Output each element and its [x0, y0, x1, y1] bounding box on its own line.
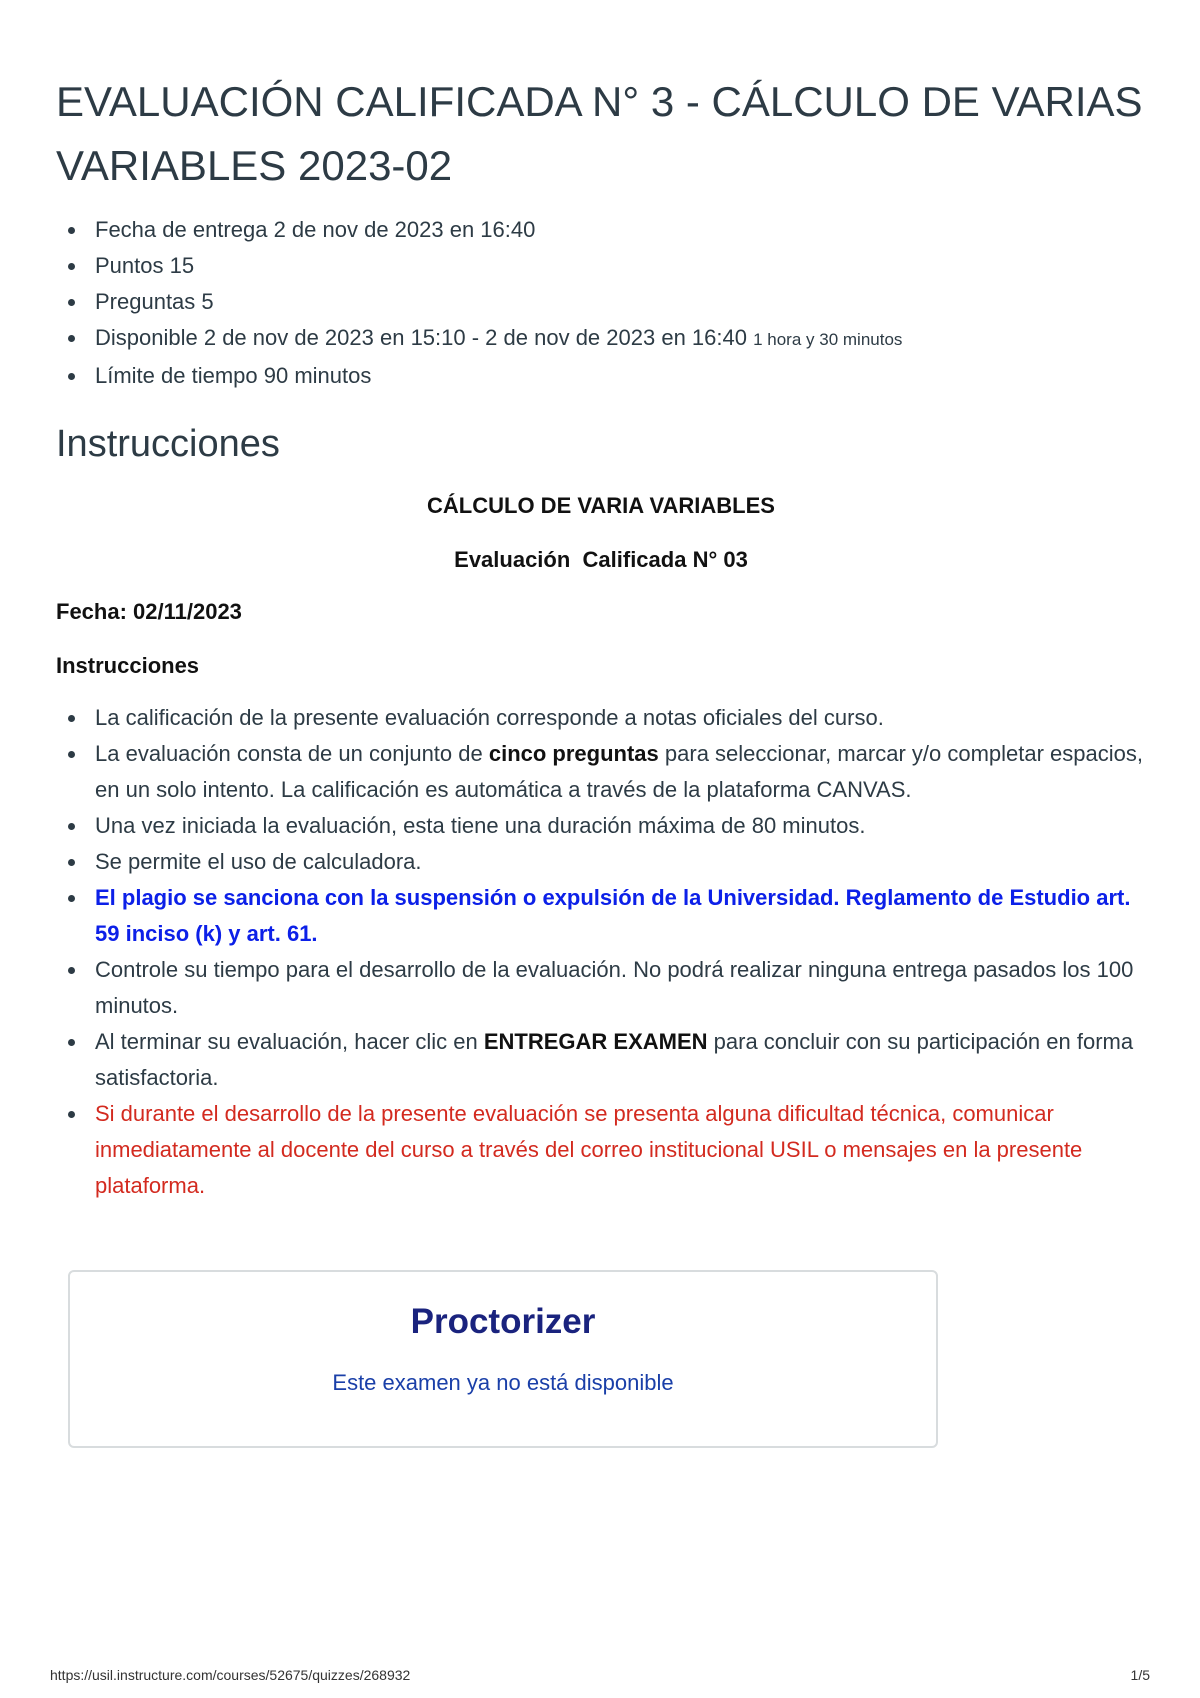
quiz-content — [56, 70, 1146, 1204]
page-number: 1/5 — [1130, 1667, 1150, 1683]
exam-date: Fecha: 02/11/2023 — [56, 599, 242, 624]
detail-time-limit: Límite de tiempo 90 minutos — [56, 358, 1146, 394]
proctorizer-panel — [68, 1270, 938, 1448]
instruction-item: Controle su tiempo para el desarrollo de la evaluación. No podrá realizar ninguna entrega pasados los 100 minutos. — [56, 952, 1146, 1024]
instruction-bold: cinco preguntas — [488, 741, 659, 766]
instruction-item — [56, 1024, 1146, 1096]
instructions-subheading: Instrucciones — [56, 653, 200, 678]
instruction-text: La evaluación consta de un conjunto de — [95, 741, 489, 766]
detail-due-date: Fecha de entrega 2 de nov de 2023 en 16:40 — [56, 212, 1146, 248]
proctorizer-title: Proctorizer — [410, 1302, 596, 1341]
instruction-item-support: Si durante el desarrollo de la presente evaluación se presenta alguna dificultad técnica, comunicar inmediatamente al docente del curso a través del correo institucional USIL o mensajes en la presente plataforma. — [56, 1096, 1146, 1204]
instruction-text: para concluir con su participación en forma satisfactoria. — [95, 1029, 1134, 1090]
course-title: CÁLCULO DE VARIA VARIABLES — [427, 493, 775, 518]
proctorizer-message: Este examen ya no está disponible — [332, 1370, 674, 1395]
instruction-item — [56, 736, 1146, 808]
instruction-item: Una vez iniciada la evaluación, esta tiene una duración máxima de 80 minutos. — [56, 808, 1146, 844]
instruction-item: Se permite el uso de calculadora. — [56, 844, 1146, 880]
instruction-text: Al terminar su evaluación, hacer clic en — [95, 1029, 484, 1054]
print-url: https://usil.instructure.com/courses/52675/quizzes/268932 — [50, 1667, 411, 1683]
detail-available-note: 1 hora y 30 minutos — [753, 330, 903, 349]
instruction-item: La calificación de la presente evaluación corresponde a notas oficiales del curso. — [56, 700, 1146, 736]
instructions-list — [56, 700, 1146, 1204]
detail-available-text: Disponible 2 de nov de 2023 en 15:10 - 2 de nov de 2023 en 16:40 — [95, 325, 747, 350]
quiz-title: EVALUACIÓN CALIFICADA N° 3 - CÁLCULO DE VARIAS VARIABLES 2023-02 — [56, 78, 1143, 189]
detail-points: Puntos 15 — [56, 248, 1146, 284]
detail-questions: Preguntas 5 — [56, 284, 1146, 320]
quiz-details-list — [56, 212, 1146, 394]
detail-available — [56, 320, 1146, 358]
evaluation-title: Evaluación Calificada N° 03 — [454, 547, 748, 572]
instruction-bold: ENTREGAR EXAMEN — [483, 1029, 708, 1054]
instruction-item-plagiarism: El plagio se sanciona con la suspensión o expulsión de la Universidad. Reglamento de Estudio art. 59 inciso (k) y art. 61. — [56, 880, 1146, 952]
print-footer — [50, 1667, 1150, 1683]
instructions-heading: Instrucciones — [56, 423, 280, 465]
instruction-text: para seleccionar, marcar y/o completar espacios, en un solo intento. La calificación es automática a través de la plataforma CANVAS. — [95, 741, 1143, 802]
